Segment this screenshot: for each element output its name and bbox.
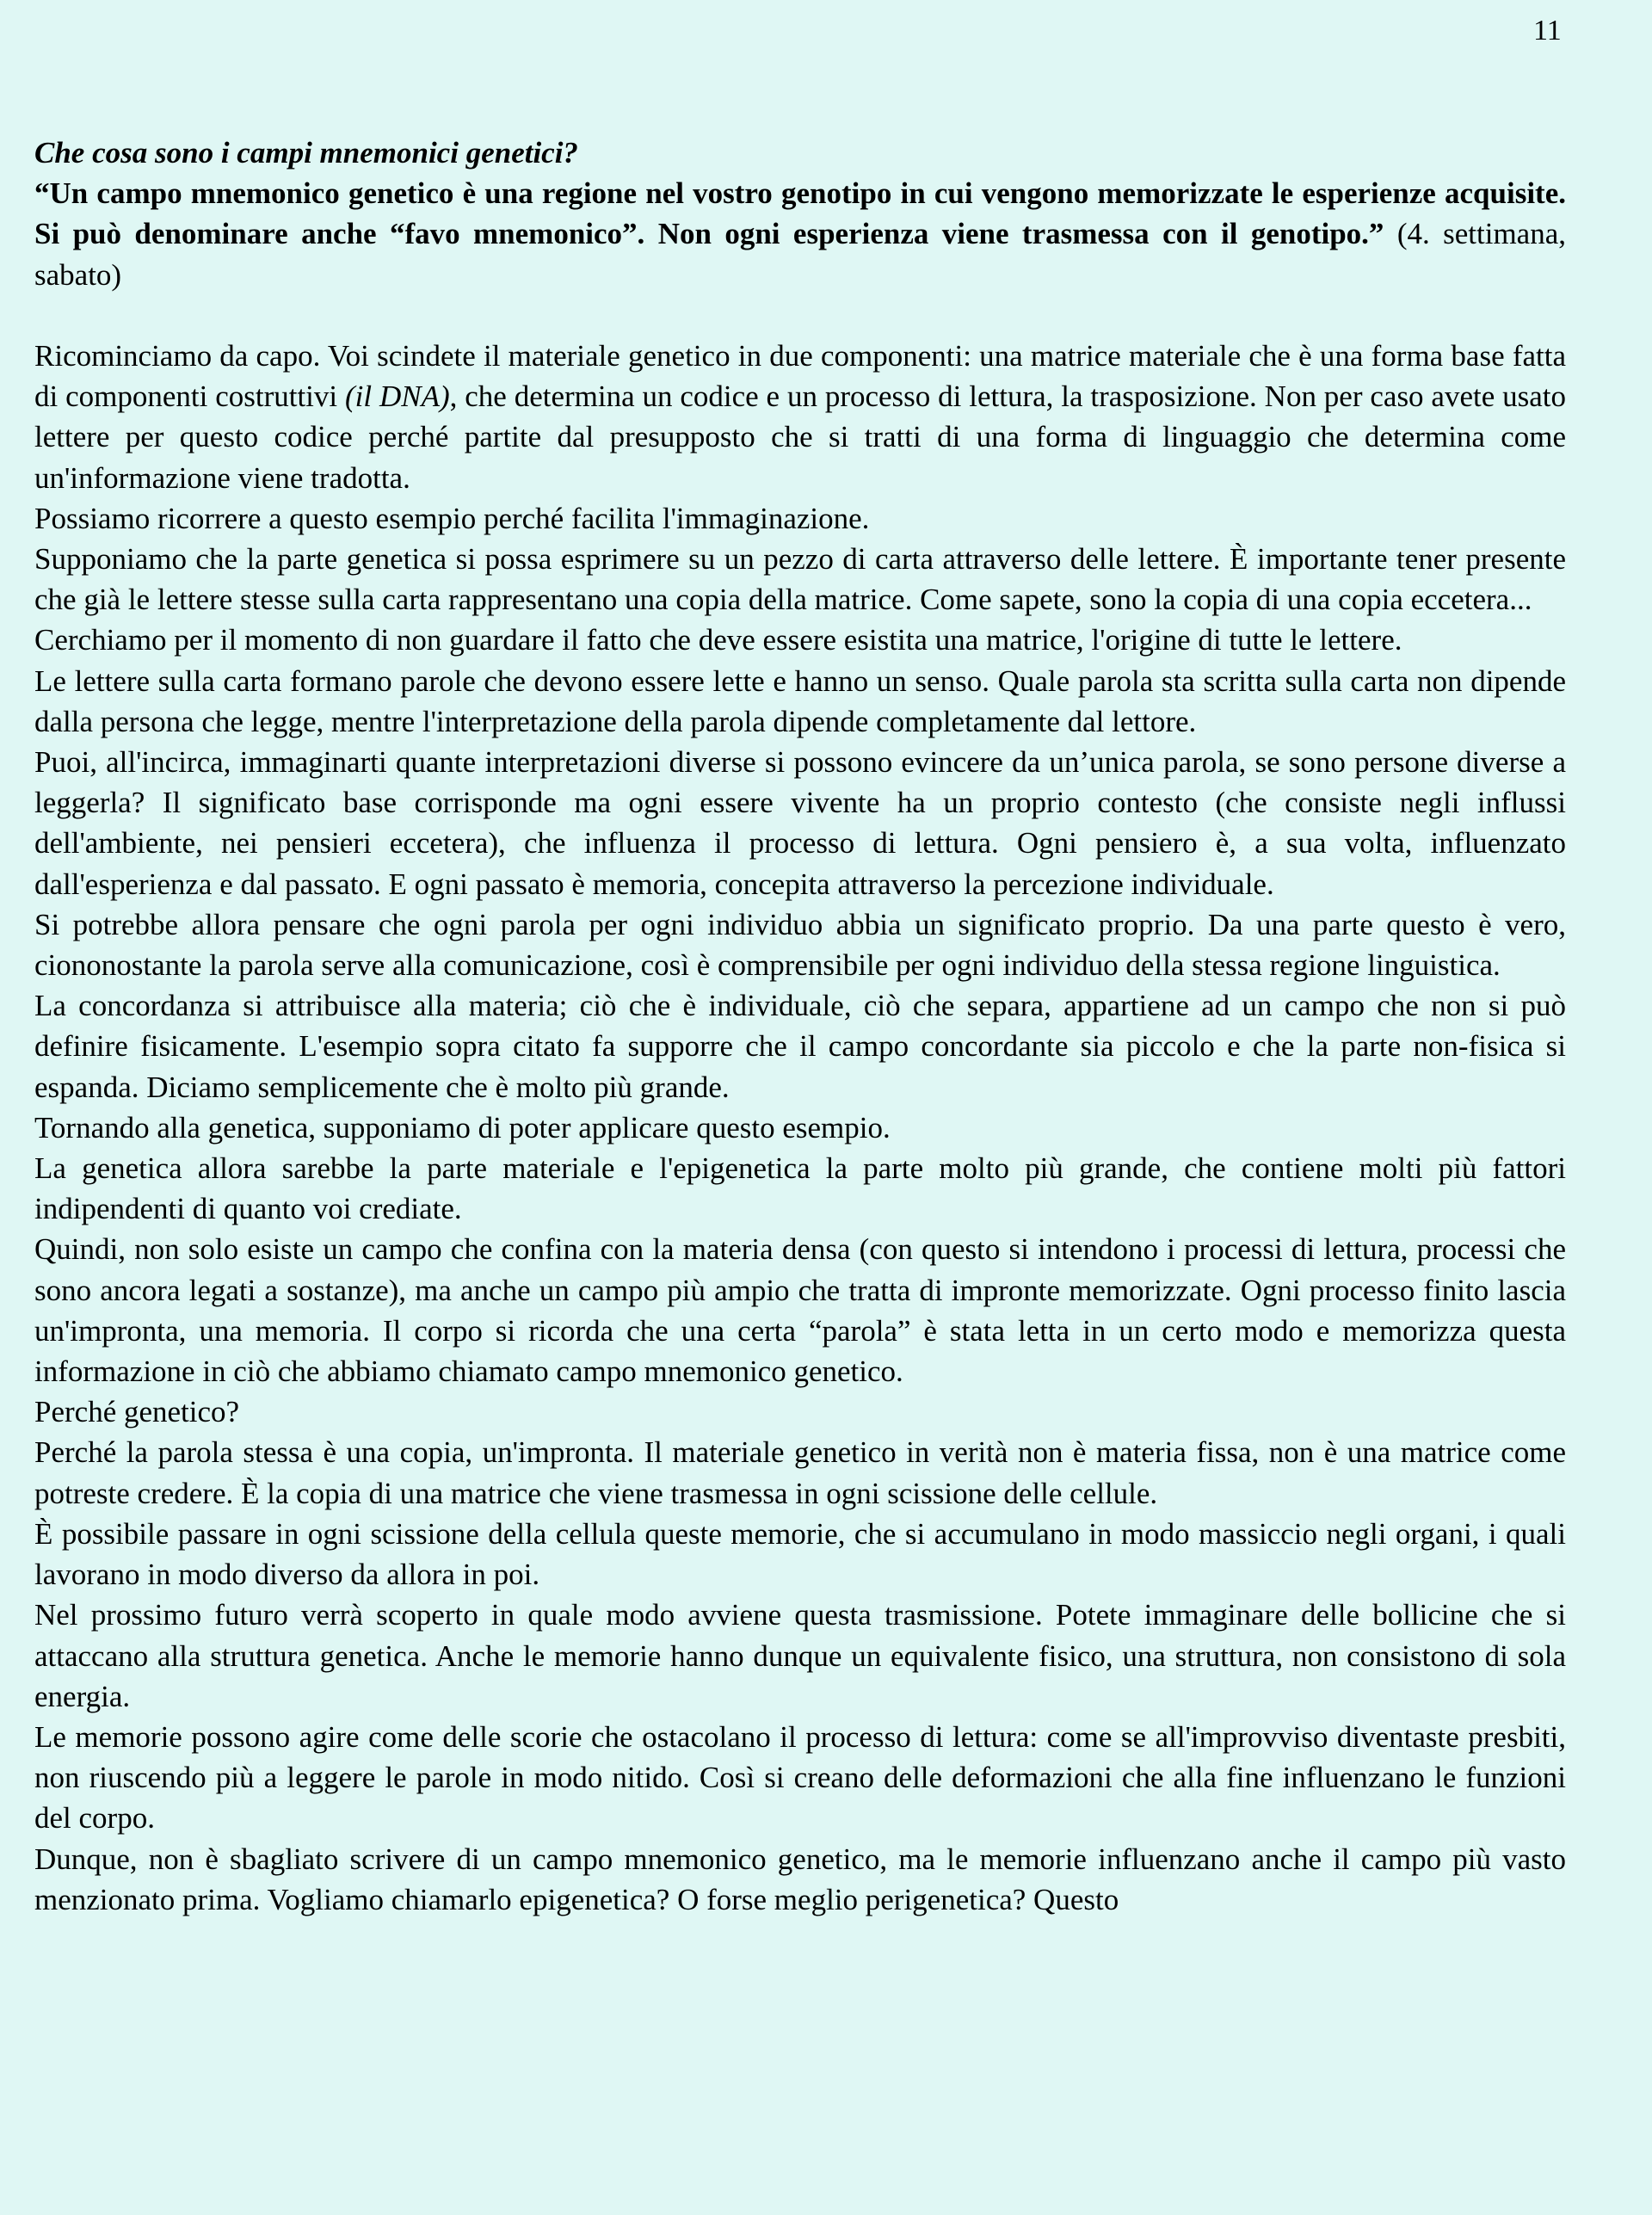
paragraph	[34, 336, 1566, 498]
paragraph: Puoi, all'incirca, immaginarti quante interpretazioni diverse si possono evincere da un’unica parola, se sono persone diverse a leggerla? Il significato base corrisponde ma ogni essere vivente ha un proprio contesto (che consiste negli influssi dell'ambiente, nei pensieri eccetera), che influenza il processo di lettura. Ogni pensiero è, a sua volta, influenzato dall'esperienza e dal passato. E ogni passato è memoria, concepita attraverso la percezione individuale.	[34, 745, 1566, 901]
paragraph: Quindi, non solo esiste un campo che confina con la materia densa (con questo si intendono i processi di lettura, processi che sono ancora legati a sostanze), ma anche un campo più ampio che tratta di impronte memorizzate. Ogni processo finito lascia un'impronta, una memoria. Il corpo si ricorda che una certa “parola” è stata letta in un certo modo e memorizza questa informazione in ciò che abbiamo chiamato campo mnemonico genetico.	[34, 1232, 1566, 1389]
document-body	[34, 133, 1566, 1920]
paragraph: Cerchiamo per il momento di non guardare il fatto che deve essere esistita una matrice, l'origine di tutte le lettere.	[34, 623, 1402, 657]
section-heading: Che cosa sono i campi mnemonici genetici?	[34, 136, 578, 170]
paragraph: Nel prossimo futuro verrà scoperto in quale modo avviene questa trasmissione. Potete immaginare delle bollicine che si attaccano alla struttura genetica. Anche le memorie hanno dunque un equivalente fisico, una struttura, non consistono di sola energia.	[34, 1598, 1566, 1713]
quote-paragraph	[34, 173, 1566, 295]
paragraph: La genetica allora sarebbe la parte materiale e l'epigenetica la parte molto più grande, che contiene molti più fattori indipendenti di quanto voi crediate.	[34, 1151, 1566, 1226]
paragraph: Perché la parola stessa è una copia, un'impronta. Il materiale genetico in verità non è materia fissa, non è una matrice come potreste credere. È la copia di una matrice che viene trasmessa in ogni scissione delle cellule.	[34, 1435, 1566, 1510]
paragraph: Tornando alla genetica, supponiamo di poter applicare questo esempio.	[34, 1110, 891, 1145]
paragraph: Supponiamo che la parte genetica si possa esprimere su un pezzo di carta attraverso delle lettere. È importante tener presente che già le lettere stesse sulla carta rappresentano una copia della matrice. Come sapete, sono la copia di una copia eccetera...	[34, 542, 1566, 617]
paragraph: Le memorie possono agire come delle scorie che ostacolano il processo di lettura: come se all'improvviso diventaste presbiti, non riuscendo più a leggere le parole in modo nitido. Così si creano delle deformazioni che alla fine influenzano le funzioni del corpo.	[34, 1719, 1566, 1836]
paragraph: Possiamo ricorrere a questo esempio perché facilita l'immaginazione.	[34, 501, 870, 535]
paragraph: È possibile passare in ogni scissione della cellula queste memorie, che si accumulano in modo massiccio negli organi, i quali lavorano in modo diverso da allora in poi.	[34, 1516, 1566, 1592]
paragraph: Le lettere sulla carta formano parole che devono essere lette e hanno un senso. Quale parola sta scritta sulla carta non dipende dalla persona che legge, mentre l'interpretazione della parola dipende completamente dal lettore.	[34, 663, 1566, 738]
paragraph: Perché genetico?	[34, 1395, 240, 1429]
paragraph: Dunque, non è sbagliato scrivere di un campo mnemonico genetico, ma le memorie influenzano anche il campo più vasto menzionato prima. Vogliamo chiamarlo epigenetica? O forse meglio perigenetica? Questo	[34, 1842, 1566, 1916]
paragraph-text: Ricominciamo da capo. Voi scindete il materiale genetico in due componenti: una matrice materiale che è una forma base fatta di componenti costruttivi	[34, 339, 1566, 414]
dna-italic-text: (il DNA)	[345, 379, 450, 414]
paragraph-text: , che determina un codice e un processo di lettura, la trasposizione. Non per caso avete usato lettere per questo codice perché partite dal presupposto che si tratti di una forma di linguaggio che determina come un'informazione viene tradotta.	[34, 379, 1566, 495]
page-number: 11	[1533, 15, 1562, 46]
paragraph: La concordanza si attribuisce alla materia; ciò che è individuale, ciò che separa, appartiene ad un campo che non si può definire fisicamente. L'esempio sopra citato fa supporre che il campo concordante sia piccolo e che la parte non-fisica si espanda. Diciamo semplicemente che è molto più grande.	[34, 989, 1566, 1104]
quote-source: (4. settimana, sabato)	[34, 217, 1566, 292]
quote-text: “Un campo mnemonico genetico è una regione nel vostro genotipo in cui vengono memorizzate le esperienze acquisite. Si può denominare anche “favo mnemonico”. Non ogni esperienza viene trasmessa con il genotipo.”	[34, 176, 1566, 251]
paragraph: Si potrebbe allora pensare che ogni parola per ogni individuo abbia un significato proprio. Da una parte questo è vero, ciononostante la parola serve alla comunicazione, così è comprensibile per ogni individuo della stessa regione linguistica.	[34, 907, 1566, 983]
